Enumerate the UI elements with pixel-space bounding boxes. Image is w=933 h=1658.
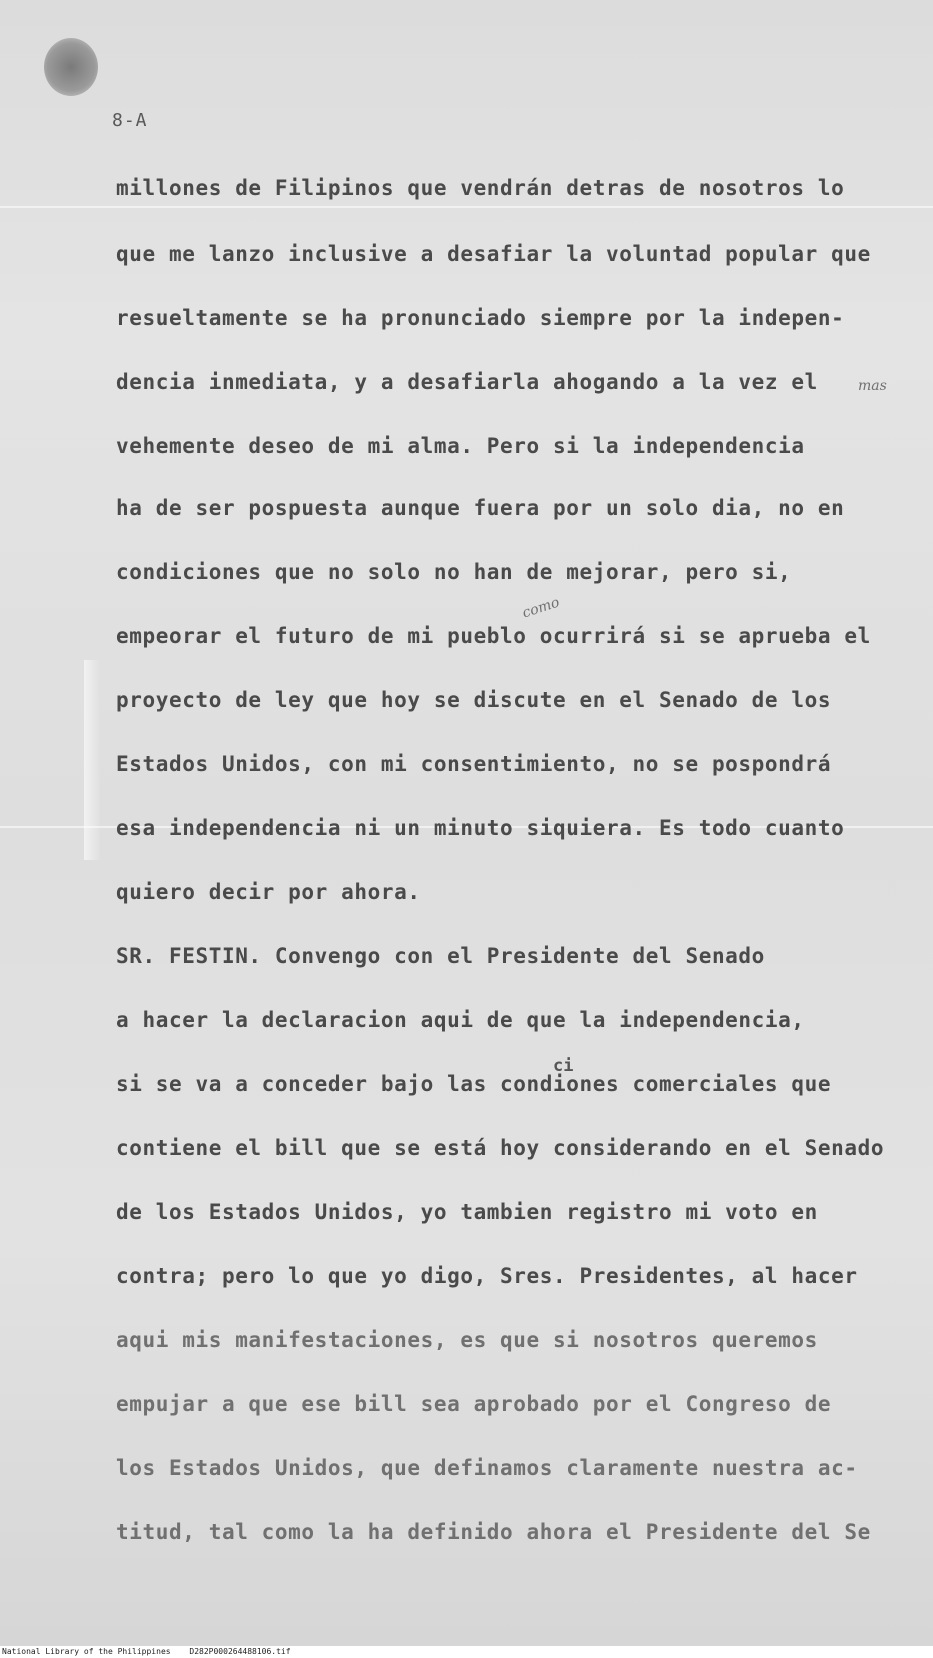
text-line: de los Estados Unidos, yo tambien registro mi voto en xyxy=(116,1200,818,1224)
handwritten-insert: como xyxy=(520,594,562,622)
text-line: contra; pero lo que yo digo, Sres. Presidentes, al hacer xyxy=(116,1264,858,1288)
text-line: esa independencia ni un minuto siquiera. Es todo cuanto xyxy=(116,816,845,840)
scan-footer xyxy=(0,1646,933,1658)
text-line: quiero decir por ahora. xyxy=(116,880,421,904)
text-line: proyecto de ley que hoy se discute en el Senado de los xyxy=(116,688,832,712)
text-line: resueltamente se ha pronunciado siempre por la indepen- xyxy=(116,306,845,330)
text-line: millones de Filipinos que vendrán detras de nosotros lo xyxy=(116,176,845,200)
fold-line xyxy=(0,206,933,208)
text-line: contiene el bill que se está hoy considerando en el Senado xyxy=(116,1136,885,1160)
text-line: a hacer la declaracion aqui de que la independencia, xyxy=(116,1008,805,1032)
text-line: empujar a que ese bill sea aprobado por el Congreso de xyxy=(116,1392,832,1416)
text-line: Estados Unidos, con mi consentimiento, no se pospondrá xyxy=(116,752,832,776)
text-line: que me lanzo inclusive a desafiar la voluntad popular que xyxy=(116,242,871,266)
text-line: si se va a conceder bajo las condiones comerciales que xyxy=(116,1072,832,1096)
interlinear-correction: ci xyxy=(553,1056,574,1076)
text-line: dencia inmediata, y a desafiarla ahogando a la vez el xyxy=(116,370,818,394)
text-line: condiciones que no solo no han de mejorar, pero si, xyxy=(116,560,792,584)
footer-library: National Library of the Philippines xyxy=(2,1647,171,1656)
text-line: vehemente deseo de mi alma. Pero si la independencia xyxy=(116,434,805,458)
footer-file-id: D282P000264488106.tif xyxy=(189,1647,291,1656)
text-line: los Estados Unidos, que definamos claramente nuestra ac- xyxy=(116,1456,858,1480)
text-line: titud, tal como la ha definido ahora el Presidente del Se xyxy=(116,1520,871,1544)
text-line: SR. FESTIN. Convengo con el Presidente del Senado xyxy=(116,944,765,968)
paper-edge xyxy=(84,660,100,860)
handwritten-margin-note: mas xyxy=(858,378,887,394)
text-line: aqui mis manifestaciones, es que si nosotros queremos xyxy=(116,1328,818,1352)
punch-hole xyxy=(44,38,98,96)
text-line: ha de ser pospuesta aunque fuera por un solo dia, no en xyxy=(116,496,845,520)
page-number: 8-A xyxy=(112,110,148,131)
text-line: empeorar el futuro de mi pueblo ocurrirá si se aprueba el xyxy=(116,624,871,648)
